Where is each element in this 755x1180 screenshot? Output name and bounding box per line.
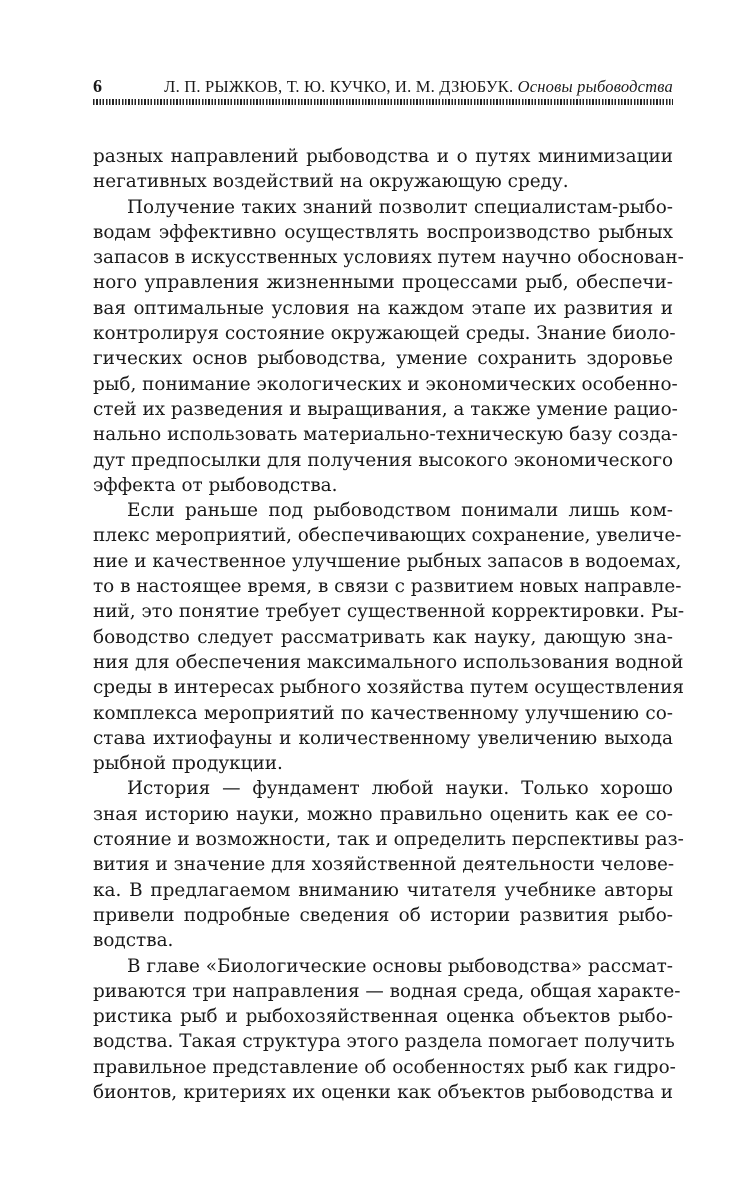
text-line: гических основ рыбоводства, умение сохранить здоровье bbox=[93, 348, 673, 370]
text-line: стояние и возможности, так и определить перспективы раз- bbox=[93, 829, 684, 851]
text-line: ние и качественное улучшение рыбных запасов в водоемах, bbox=[93, 550, 682, 572]
text-line: нально использовать материально-техническую базу созда- bbox=[93, 424, 678, 446]
text-line: рыб, понимание экологических и экономических особенно- bbox=[93, 373, 678, 395]
text-line: става ихтиофауны и количественному увеличению выхода bbox=[93, 727, 673, 749]
body-text bbox=[93, 144, 685, 1105]
running-head-book-title: Основы рыбоводства bbox=[517, 77, 673, 96]
text-line: запасов в искусственных условиях путем научно обоснован- bbox=[93, 247, 684, 269]
text-line: среды в интересах рыбного хозяйства путем осуществления bbox=[93, 677, 684, 699]
paragraph-first-line: История — фундамент любой науки. Только хорошо bbox=[127, 778, 673, 800]
text-line: негативных воздействий на окружающую среду. bbox=[93, 171, 569, 193]
text-line: риваются три направления — водная среда, общая характе- bbox=[93, 980, 681, 1002]
running-header bbox=[93, 75, 673, 99]
running-head bbox=[164, 76, 673, 98]
text-line: привели подробные сведения об истории развития рыбо- bbox=[93, 904, 673, 926]
text-line: водства. Такая структура этого раздела помогает получить bbox=[93, 1031, 675, 1053]
text-line: то в настоящее время, в связи с развитием новых направле- bbox=[93, 576, 682, 598]
text-line: бионтов, критериях их оценки как объектов рыбоводства и bbox=[93, 1081, 673, 1103]
running-head-authors: Л. П. РЫЖКОВ, Т. Ю. КУЧКО, И. М. ДЗЮБУК. bbox=[164, 77, 514, 96]
text-line: вая оптимальные условия на каждом этапе их развития и bbox=[93, 297, 673, 319]
text-line: водства. bbox=[93, 930, 174, 952]
text-line: дут предпосылки для получения высокого экономического bbox=[93, 449, 674, 471]
text-line: плекс мероприятий, обеспечивающих сохранение, увеличе- bbox=[93, 525, 682, 547]
paragraph-first-line: В главе «Биологические основы рыбоводства» рассмат- bbox=[127, 955, 674, 977]
text-line: боводство следует рассматривать как науку, дающую зна- bbox=[93, 626, 673, 648]
text-line: зная историю науки, можно правильно оценить как ее со- bbox=[93, 803, 673, 825]
paragraph-first-line: Получение таких знаний позволит специалистам-рыбо- bbox=[127, 196, 673, 218]
paragraph-first-line: Если раньше под рыбоводством понимали лишь ком- bbox=[127, 500, 673, 522]
text-line: водам эффективно осуществлять воспроизводство рыбных bbox=[93, 221, 673, 243]
text-line: вития и значение для хозяйственной деятельности челове- bbox=[93, 854, 675, 876]
text-line: ного управления жизненными процессами рыб, обеспечи- bbox=[93, 272, 673, 294]
text-line: разных направлений рыбоводства и о путях минимизации bbox=[93, 146, 673, 167]
text-line: ристика рыб и рыбохозяйственная оценка объектов рыбо- bbox=[93, 1006, 673, 1028]
text-line: ка. В предлагаемом вниманию читателя учебнике авторы bbox=[93, 879, 673, 901]
text-line: эффекта от рыбоводства. bbox=[93, 474, 338, 496]
text-line: стей их разведения и выращивания, а также умение рацио- bbox=[93, 398, 678, 420]
text-line: рыбной продукции. bbox=[93, 753, 283, 775]
text-line: комплекса мероприятий по качественному улучшению со- bbox=[93, 702, 673, 724]
text-line: правильное представление об особенностях рыб как гидро- bbox=[93, 1056, 676, 1078]
text-line: ний, это понятие требует существенной корректировки. Ры- bbox=[93, 601, 685, 623]
text-line: контролируя состояние окружающей среды. Знание биоло- bbox=[93, 323, 676, 345]
page-number: 6 bbox=[93, 76, 102, 96]
text-line: ния для обеспечения максимального использования водной bbox=[93, 651, 684, 673]
header-rule bbox=[93, 99, 673, 105]
